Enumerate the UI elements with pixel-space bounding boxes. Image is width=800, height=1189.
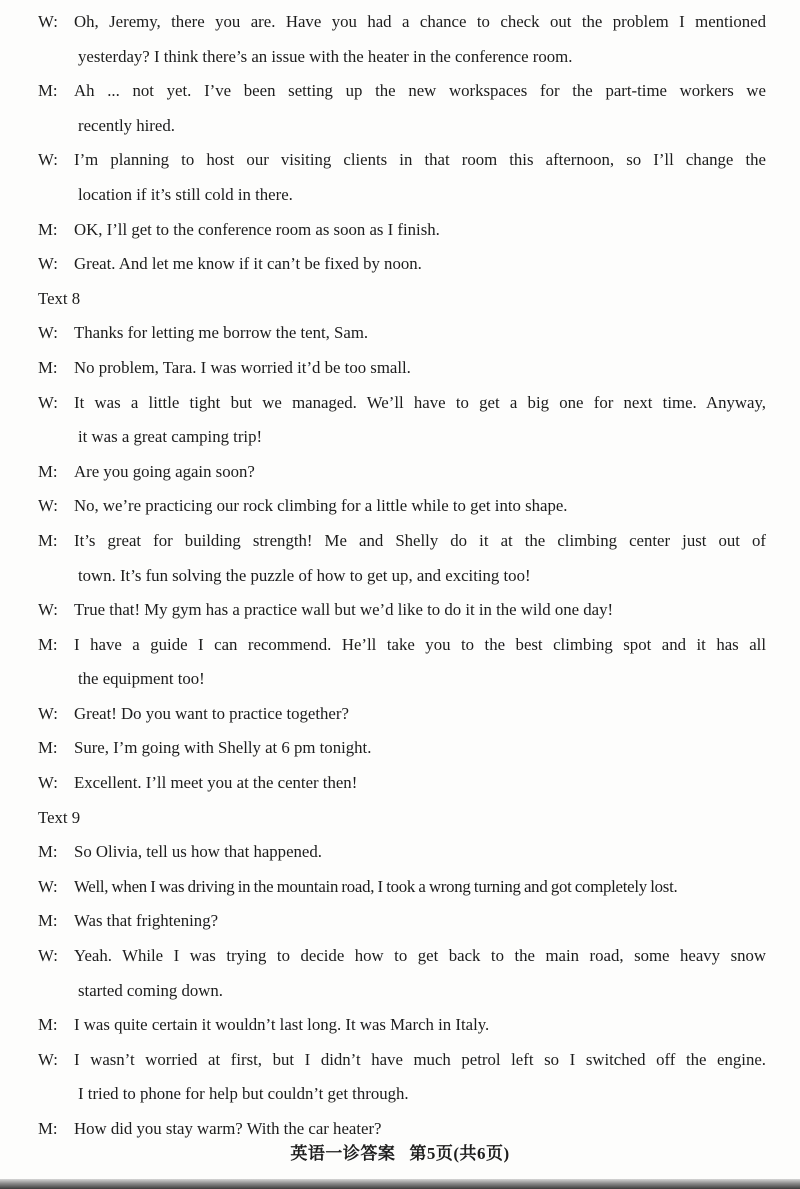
dialogue-continuation-line (38, 40, 766, 75)
speaker-label: M: (38, 530, 58, 550)
dialogue-line (38, 731, 766, 766)
line-text: Text 9 (38, 807, 81, 827)
section-heading (38, 282, 766, 317)
line-text: Great! Do you want to practice together? (74, 703, 349, 723)
line-text: the equipment too! (78, 669, 205, 689)
dialogue-line (38, 593, 766, 628)
line-text: Sure, I’m going with Shelly at 6 pm tonight. (74, 738, 372, 758)
dialogue-continuation-line (38, 109, 766, 144)
line-text: So Olivia, tell us how that happened. (74, 842, 322, 862)
speaker-label: M: (38, 842, 58, 862)
dialogue-line (38, 939, 766, 974)
line-text: recently hired. (78, 115, 175, 135)
dialogue-line (38, 247, 766, 282)
dialogue-line (38, 697, 766, 732)
speaker-label: W: (38, 946, 58, 966)
scan-bottom-shadow (0, 1179, 800, 1189)
speaker-label: M: (38, 461, 58, 481)
line-text: It was a little tight but we managed. We’ll have to get a big one for next time. Anyway, (74, 392, 766, 412)
dialogue-line (38, 870, 766, 905)
section-heading (38, 801, 766, 836)
line-text: started coming down. (78, 980, 223, 1000)
line-text: Text 8 (38, 288, 81, 308)
dialogue-line (38, 766, 766, 801)
dialogue-line (38, 489, 766, 524)
dialogue-line (38, 455, 766, 490)
line-text: I tried to phone for help but couldn’t get through. (78, 1084, 409, 1104)
speaker-label: W: (38, 254, 58, 274)
dialogue-line (38, 1043, 766, 1078)
dialogue-line (38, 1008, 766, 1043)
dialogue-line (38, 316, 766, 351)
line-text: It’s great for building strength! Me and Shelly do it at the climbing center just out of (74, 530, 766, 550)
dialogue-continuation-line (38, 559, 766, 594)
speaker-label: W: (38, 876, 58, 896)
dialogue-line (38, 74, 766, 109)
footer-page-number: 第5页(共6页) (409, 1144, 510, 1163)
speaker-label: W: (38, 773, 58, 793)
dialogue-line (38, 628, 766, 663)
line-text: yesterday? I think there’s an issue with the heater in the conference room. (78, 46, 573, 66)
speaker-label: M: (38, 81, 58, 101)
dialogue-continuation-line (38, 178, 766, 213)
speaker-label: W: (38, 1049, 58, 1069)
line-text: Great. And let me know if it can’t be fixed by noon. (74, 254, 422, 274)
line-text: No problem, Tara. I was worried it’d be too small. (74, 357, 411, 377)
line-text: Are you going again soon? (74, 461, 255, 481)
page-footer (0, 1139, 800, 1164)
speaker-label: M: (38, 1119, 58, 1138)
line-text: True that! My gym has a practice wall but we’d like to do it in the wild one day! (74, 600, 614, 620)
speaker-label: W: (38, 392, 58, 412)
speaker-label: M: (38, 357, 58, 377)
speaker-label: M: (38, 738, 58, 758)
line-text: I have a guide I can recommend. He’ll take you to the best climbing spot and it has all (74, 634, 766, 654)
line-text: town. It’s fun solving the puzzle of how to get up, and exciting too! (78, 565, 531, 585)
dialogue-line (38, 143, 766, 178)
dialogue-continuation-line (38, 974, 766, 1009)
speaker-label: M: (38, 219, 58, 239)
line-text: I wasn’t worried at first, but I didn’t have much petrol left so I switched off the engine. (74, 1049, 766, 1069)
line-text: Excellent. I’ll meet you at the center then! (74, 773, 358, 793)
dialogue-continuation-line (38, 1077, 766, 1112)
speaker-label: W: (38, 323, 58, 343)
dialogue-line (38, 904, 766, 939)
line-text: No, we’re practicing our rock climbing for a little while to get into shape. (74, 496, 568, 516)
speaker-label: W: (38, 496, 58, 516)
dialogue-continuation-line (38, 662, 766, 697)
line-text: Thanks for letting me borrow the tent, Sam. (74, 323, 369, 343)
speaker-label: W: (38, 150, 58, 170)
speaker-label: M: (38, 634, 58, 654)
dialogue-line (38, 835, 766, 870)
line-text: Oh, Jeremy, there you are. Have you had a chance to check out the problem I mentioned (74, 12, 766, 31)
dialogue-line (38, 5, 766, 40)
line-text: it was a great camping trip! (78, 427, 263, 447)
dialogue-line (38, 213, 766, 248)
speaker-label: W: (38, 703, 58, 723)
dialogue-continuation-line (38, 420, 766, 455)
dialogue-line (38, 351, 766, 386)
speaker-label: M: (38, 911, 58, 931)
speaker-label: W: (38, 600, 58, 620)
line-text: Well, when I was driving in the mountain road, I took a wrong turning and got completely lost. (74, 876, 678, 896)
transcript (38, 5, 766, 1147)
dialogue-line (38, 386, 766, 421)
line-text: Ah ... not yet. I’ve been setting up the new workspaces for the part-time workers we (74, 81, 766, 101)
line-text: I’m planning to host our visiting clients in that room this afternoon, so I’ll change the (74, 150, 766, 170)
line-text: OK, I’ll get to the conference room as soon as I finish. (74, 219, 440, 239)
line-text: location if it’s still cold in there. (78, 184, 293, 204)
dialogue-line (38, 524, 766, 559)
speaker-label: M: (38, 1015, 58, 1035)
footer-title: 英语一诊答案 (290, 1144, 396, 1163)
line-text: Was that frightening? (74, 911, 219, 931)
line-text: How did you stay warm? With the car heater? (74, 1119, 382, 1138)
line-text: I was quite certain it wouldn’t last long. It was March in Italy. (74, 1015, 490, 1035)
line-text: Yeah. While I was trying to decide how to get back to the main road, some heavy snow (74, 946, 766, 966)
speaker-label: W: (38, 12, 58, 31)
